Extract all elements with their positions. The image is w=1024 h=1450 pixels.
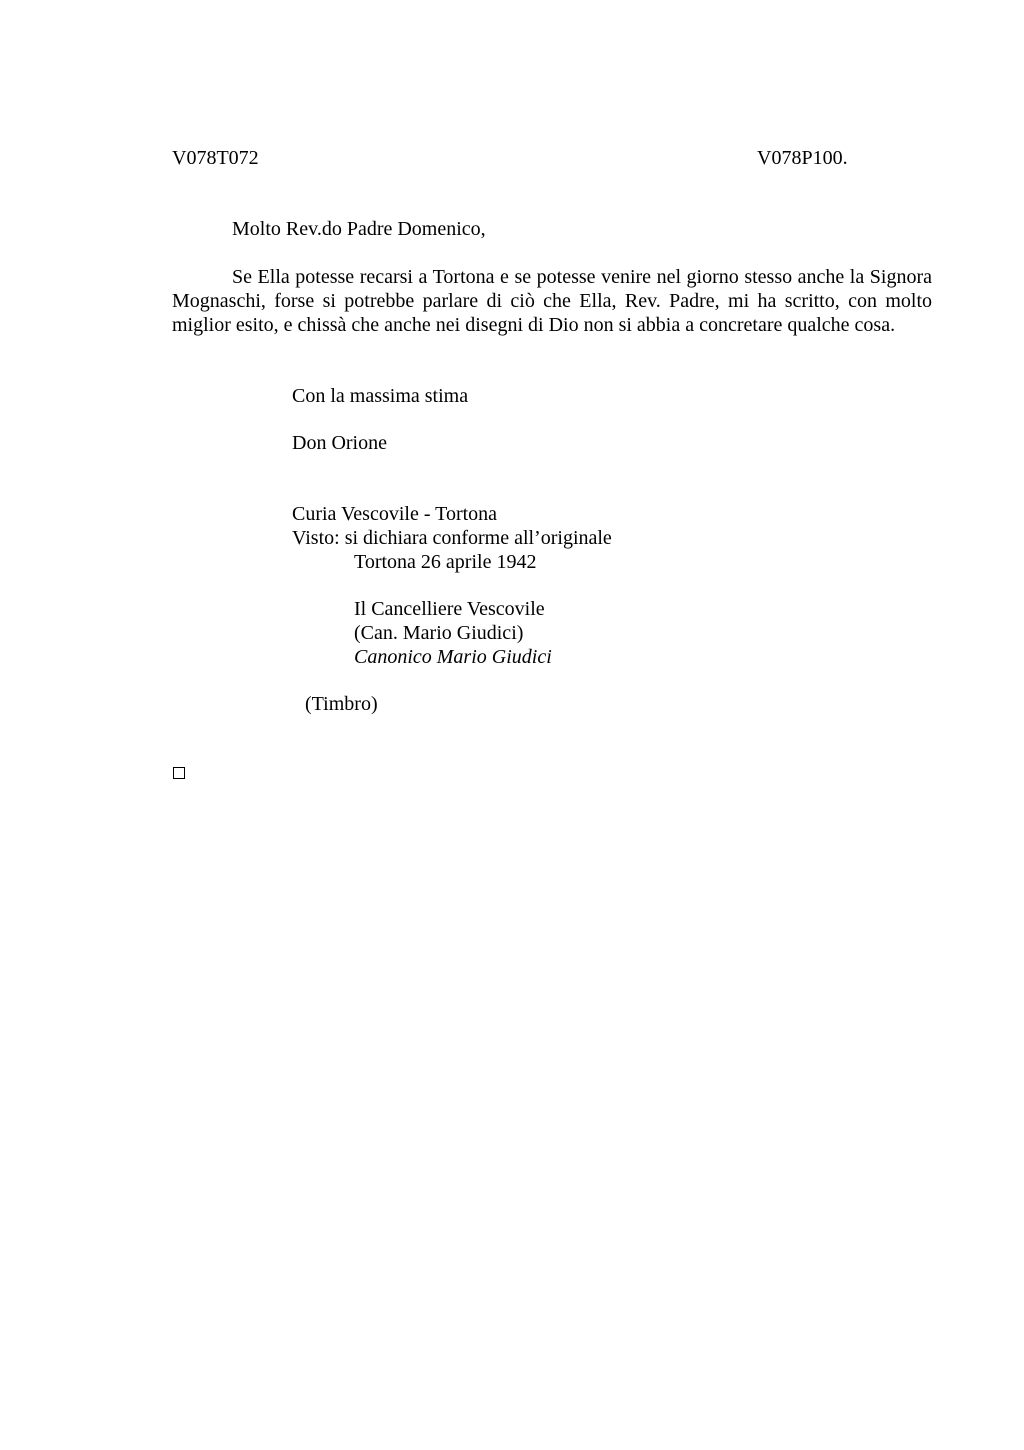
letter-signature: Don Orione bbox=[292, 432, 387, 454]
certification-signature: Canonico Mario Giudici bbox=[354, 646, 552, 668]
end-of-document-box-icon bbox=[173, 767, 185, 779]
letter-salutation: Molto Rev.do Padre Domenico, bbox=[232, 218, 486, 240]
certification-title: Il Cancelliere Vescovile bbox=[354, 598, 545, 620]
document-reference-right: V078P100. bbox=[757, 147, 848, 169]
certification-name: (Can. Mario Giudici) bbox=[354, 622, 524, 644]
certification-date: Tortona 26 aprile 1942 bbox=[354, 551, 537, 573]
letter-body: Se Ella potesse recarsi a Tortona e se potesse venire nel giorno stesso anche la Signora Mognaschi, forse si potrebbe parlare di ciò che Ella, Rev. Padre, mi ha scritto, con molto miglior esito, e chissà che anche nei disegni di Dio non si abbia a concretare qualche cosa. bbox=[172, 266, 932, 336]
certification-office: Curia Vescovile - Tortona bbox=[292, 503, 498, 525]
letter-closing: Con la massima stima bbox=[292, 385, 469, 407]
document-reference-left: V078T072 bbox=[172, 147, 259, 169]
certification-visto: Visto: si dichiara conforme all’originale bbox=[292, 527, 612, 549]
stamp-placeholder: (Timbro) bbox=[305, 693, 378, 715]
